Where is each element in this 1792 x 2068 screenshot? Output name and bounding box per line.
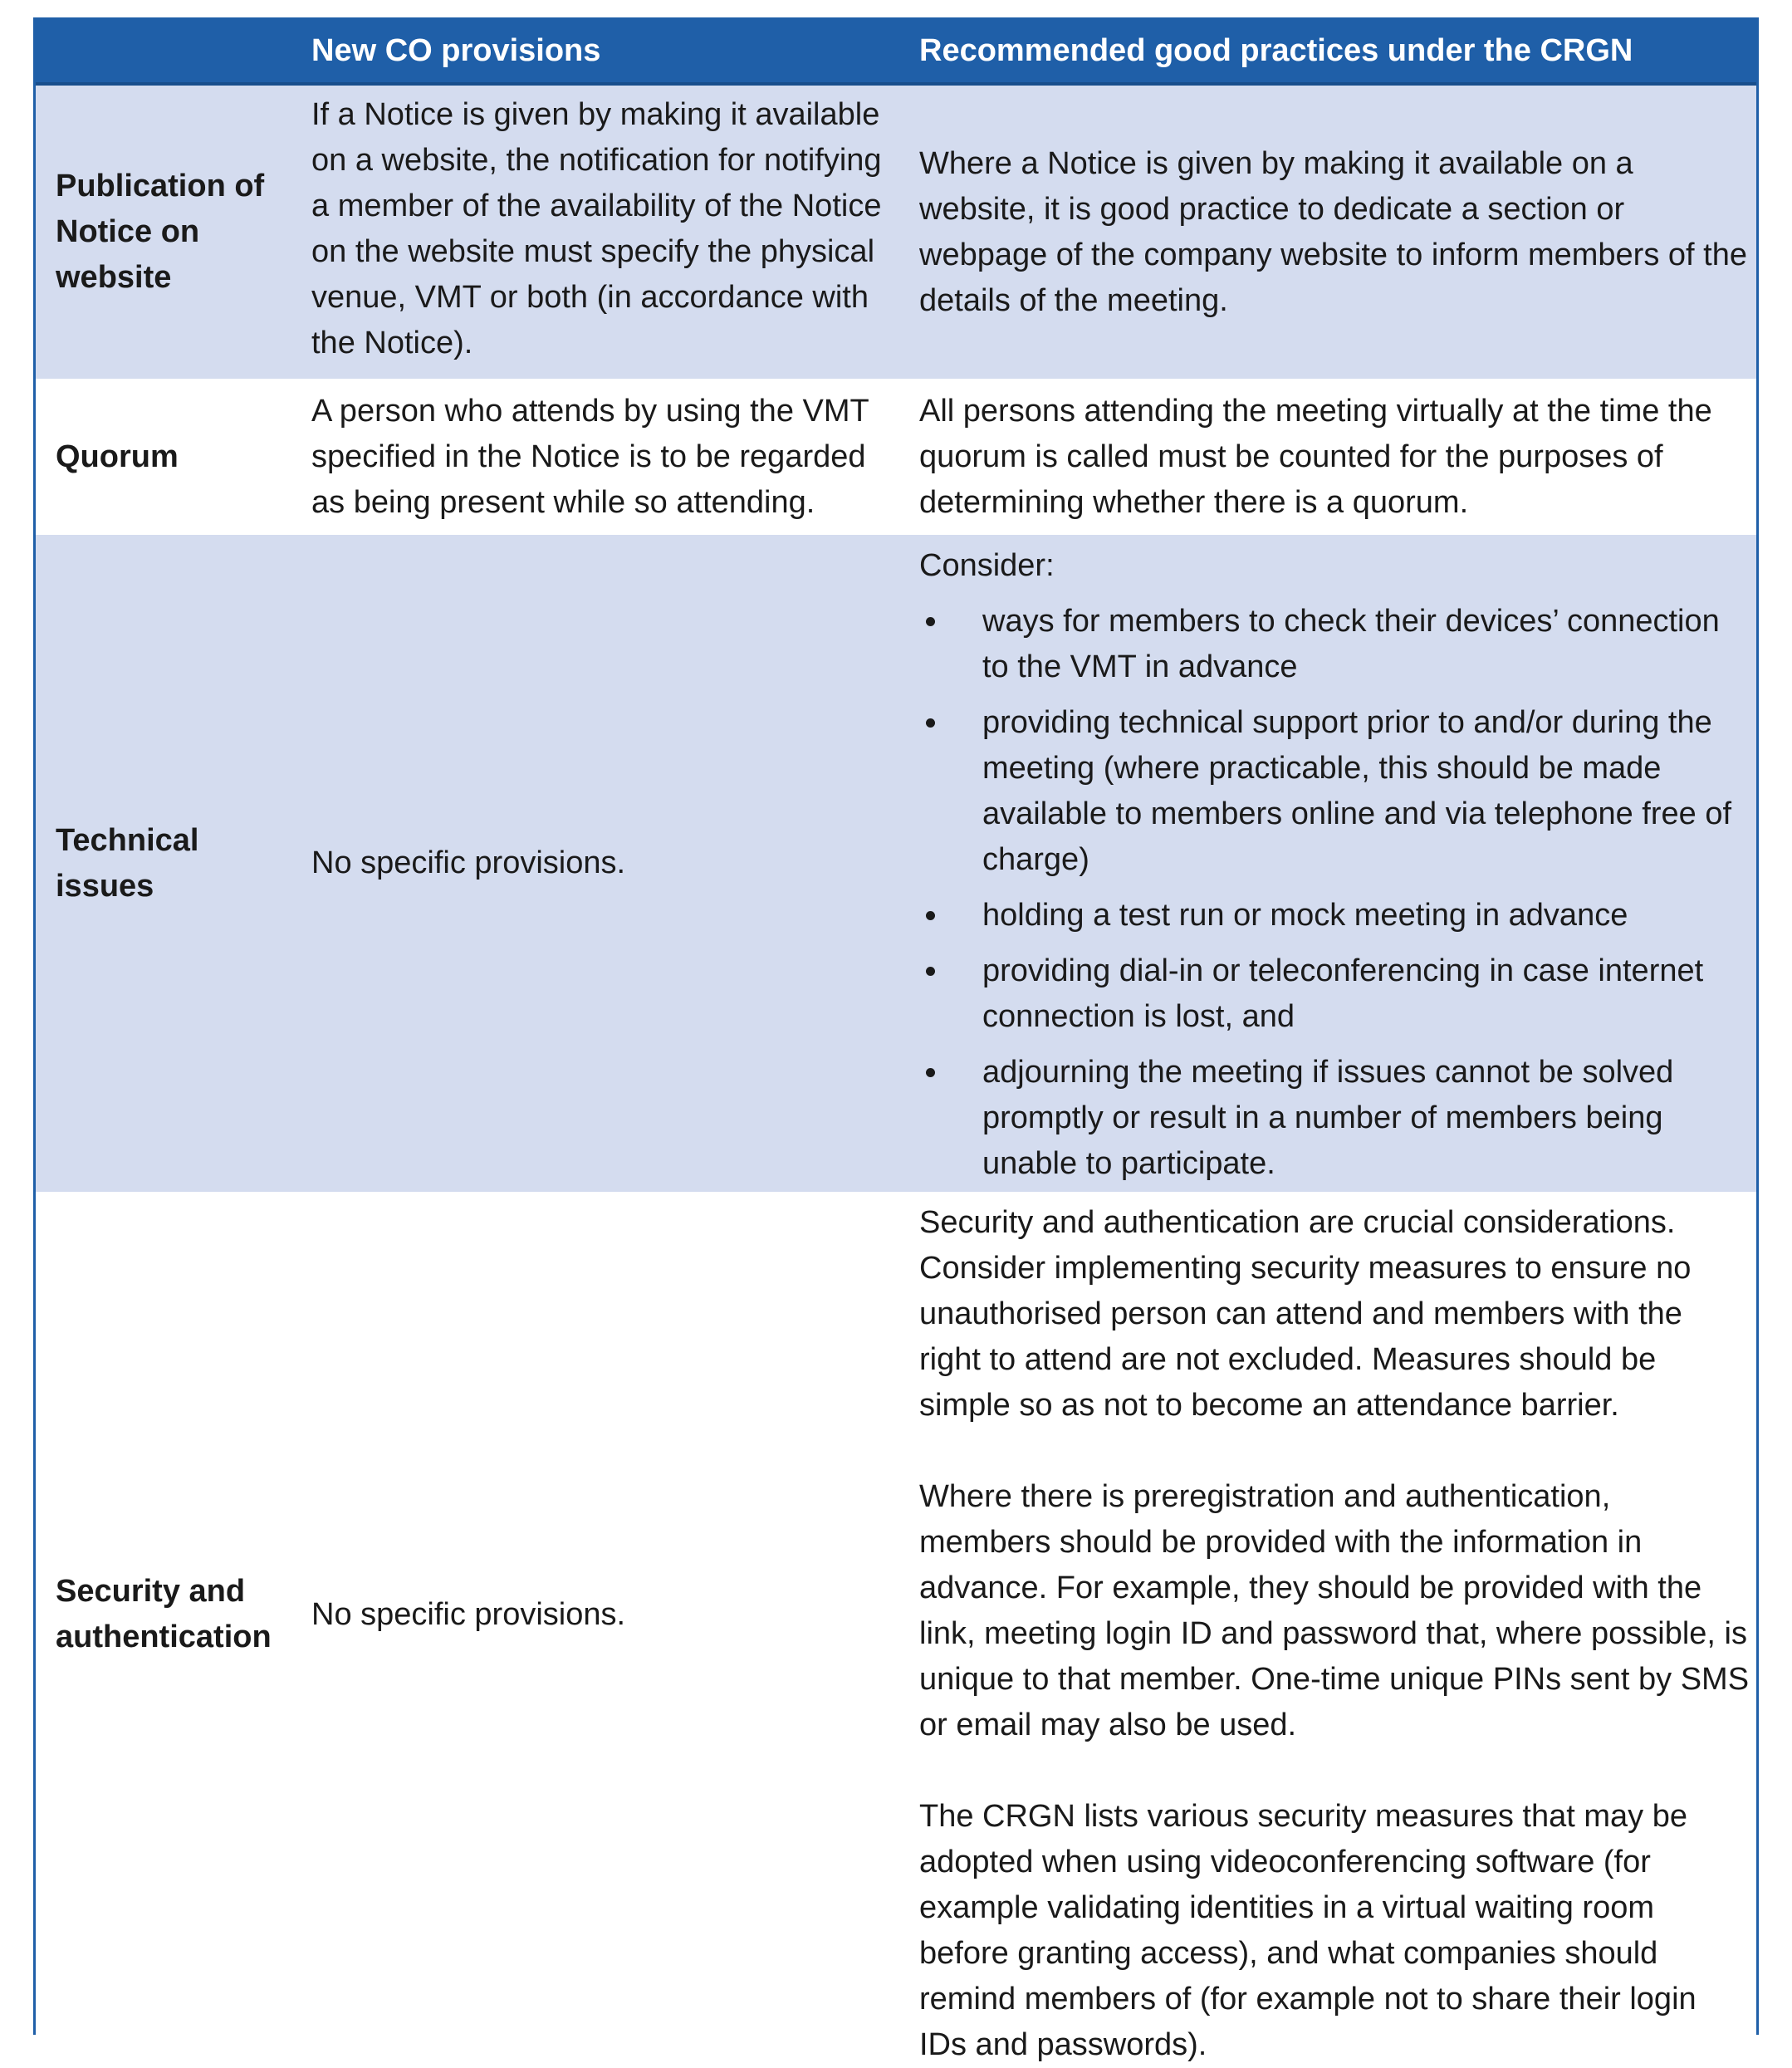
row-good-practice: All persons attending the meeting virtually at the time the quorum is called must be counted for the purposes of determining whether there is a quorum. bbox=[919, 394, 1712, 520]
table-row-technical-issues bbox=[36, 535, 1756, 1192]
row-topic: Publication of Notice on website bbox=[56, 169, 265, 295]
comparison-table bbox=[33, 17, 1759, 2062]
row-co-provision: If a Notice is given by making it available on a website, the notification for notifying a member of the availability of the Notice on the website must specify the physical venue, VMT or both (in accordance with the Notice). bbox=[311, 97, 882, 360]
bullet-icon bbox=[926, 718, 935, 728]
row-co-provision: No specific provisions. bbox=[311, 845, 626, 880]
header-topic bbox=[56, 20, 296, 82]
table-row-quorum bbox=[36, 379, 1756, 535]
table-row-security bbox=[36, 1192, 1756, 2062]
bullet-icon bbox=[926, 911, 935, 920]
row-topic: Quorum bbox=[56, 439, 179, 474]
list-item: adjourning the meeting if issues cannot be solved promptly or result in a number of members being unable to participate. bbox=[919, 1050, 1750, 1187]
row-co-provision: A person who attends by using the VMT specified in the Notice is to be regarded as being present while so attending. bbox=[311, 394, 869, 520]
bullet-icon bbox=[926, 967, 935, 976]
bullet-icon bbox=[926, 617, 935, 626]
list-item: ways for members to check their devices’ connection to the VMT in advance bbox=[919, 599, 1750, 690]
list-item: providing technical support prior to and/or during the meeting (where practicable, this should be made available to members online and via telephone free of charge) bbox=[919, 700, 1750, 883]
bullet-icon bbox=[926, 1068, 935, 1077]
header-co-provisions: New CO provisions bbox=[311, 33, 601, 68]
paragraph: Where there is preregistration and authentication, members should be provided with the information in advance. For example, they should be provided with the link, meeting login ID and password that, where possible, is unique to that member. One-time unique PINs sent by SMS or email may also be used. bbox=[919, 1479, 1750, 1742]
row-good-practice: Where a Notice is given by making it available on a website, it is good practice to dedicate a section or webpage of the company website to inform members of the details of the meeting. bbox=[919, 145, 1747, 318]
row-good-practice bbox=[919, 1192, 1750, 2062]
header-good-practices: Recommended good practices under the CRGN bbox=[919, 33, 1633, 68]
paragraph: Security and authentication are crucial considerations. Consider implementing security measures to ensure no unauthorised person can attend and members with the right to attend are not excluded. Measures should be simple so as not to become an attendance barrier. bbox=[919, 1205, 1692, 1423]
consider-intro: Consider: bbox=[919, 548, 1055, 583]
row-co-provision: No specific provisions. bbox=[311, 1596, 626, 1632]
table-row-publication bbox=[36, 86, 1756, 379]
row-good-practice bbox=[919, 535, 1750, 1192]
table-header-row bbox=[36, 20, 1756, 86]
row-topic: Technical issues bbox=[56, 822, 199, 904]
list-item: providing dial-in or teleconferencing in case internet connection is lost, and bbox=[919, 948, 1750, 1040]
bullet-list bbox=[919, 599, 1750, 1187]
paragraph: The CRGN lists various security measures that may be adopted when using videoconferencing software (for example validating identities in a virtual waiting room before granting access), and what companies should remind members of (for example not to share their login IDs and passwords). bbox=[919, 1799, 1697, 2062]
row-topic: Security and authentication bbox=[56, 1574, 272, 1654]
list-item: holding a test run or mock meeting in advance bbox=[919, 893, 1750, 938]
